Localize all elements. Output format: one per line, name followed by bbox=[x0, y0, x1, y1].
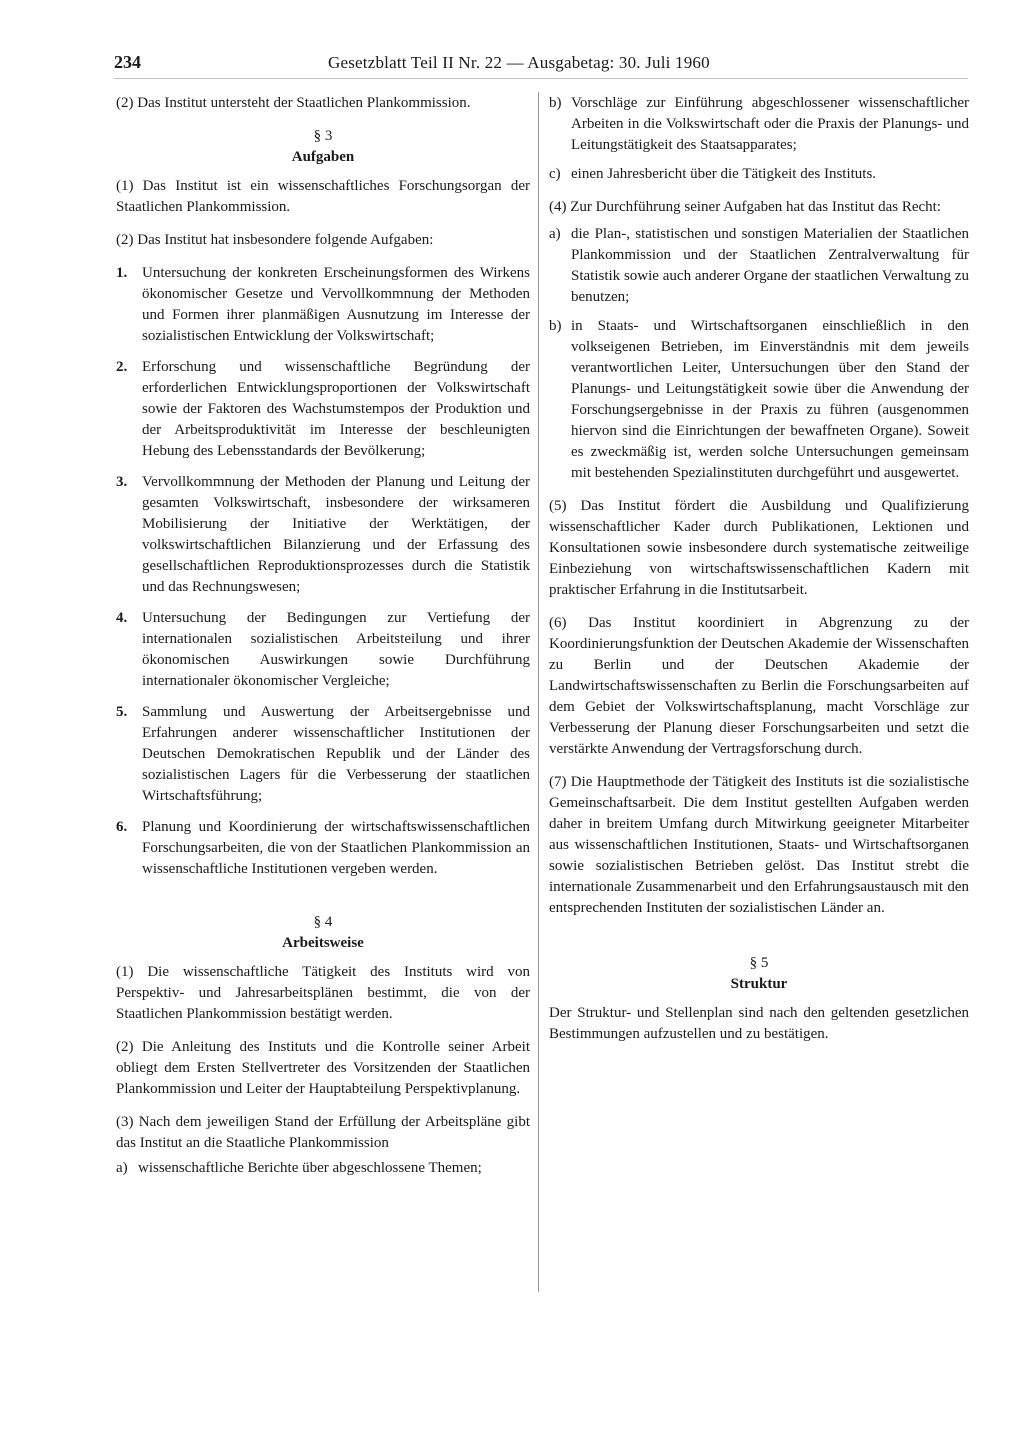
item-label: c) bbox=[549, 166, 561, 182]
paragraph-s4-1: (1) Die wissenschaftliche Tätigkeit des Instituts wird von Perspektiv- und Jahresarbeitsplänen bestimmt, die von der Staatlichen Plankommission bestätigt werden. bbox=[116, 964, 530, 1022]
item-text: Vervollkommnung der Methoden der Planung und Leitung der gesamten Volkswirtschaft, insbesondere der wirksameren Mobilisierung der Initiative der Werktätigen, der volkswirtschaftlichen Bilanzierung und der Erfassung des gesellschaftlichen Reproduktionsprozesses durch die Statistik und das Rechnungswesen; bbox=[142, 474, 530, 595]
section-4-title: Arbeitsweise bbox=[282, 935, 364, 951]
header-rule bbox=[114, 78, 968, 79]
item-label: a) bbox=[116, 1160, 128, 1176]
list-item bbox=[116, 263, 530, 347]
item-number: 4. bbox=[116, 610, 128, 626]
running-head: Gesetzblatt Teil II Nr. 22 — Ausgabetag: 30. Juli 1960 bbox=[328, 53, 710, 72]
item-label: b) bbox=[549, 318, 562, 334]
section-5-number: § 5 bbox=[749, 955, 769, 971]
paragraph-s4-4: (4) Zur Durchführung seiner Aufgaben hat das Institut das Recht: bbox=[549, 199, 941, 215]
item-label: b) bbox=[549, 95, 562, 111]
paragraph-s4-2: (2) Die Anleitung des Instituts und die Kontrolle seiner Arbeit obliegt dem Ersten Stellvertreter des Vorsitzenden der Staatlichen Plankommission und Leiter der Hauptabteilung Perspektivplanung. bbox=[116, 1039, 530, 1097]
item-number: 6. bbox=[116, 819, 128, 835]
paragraph-s4-6: (6) Das Institut koordiniert in Abgrenzung zu der Koordinierungsfunktion der Deutschen Akademie der Wissenschaften zu Berlin und der Deutschen Akademie der Landwirtschaftswissenschaften zu Berlin die Forschungsarbeiten auf dem Gebiet der Volkswirtschaftsplanung, macht Vorschläge zur Verbesserung der Planung dieser Forschungsarbeiten und setzt die verstärkte Anwendung der Vertragsforschung durch. bbox=[549, 615, 969, 757]
list-item-s4-3-b bbox=[549, 93, 969, 156]
list-item bbox=[116, 472, 530, 598]
section-3-title: Aufgaben bbox=[291, 149, 355, 165]
item-text: Erforschung und wissenschaftliche Begründung der erforderlichen Entwicklungsproportionen der Volkswirtschaft sowie der Faktoren des Wachstumstempos der Produktion und der Arbeitsproduktivität im Interesse der beschleunigten Hebung des Lebensstandards der Bevölkerung; bbox=[142, 359, 530, 459]
item-text: in Staats- und Wirtschaftsorganen einschließlich in den volkseigenen Betrieben, im Einverständnis mit dem jeweils verantwortlichen Leiter, Untersuchungen über den Stand der Planungs- und Leitungstätigkeit sowie über die Anwendung der Forschungsergebnisse in der Praxis zu führen (ausgenommen hiervon sind die Einrichtungen der bewaffneten Organe). Soweit es zweckmäßig ist, werden solche Untersuchungen gemeinsam mit bestehenden Spezialinstituten durchgeführt und ausgewertet. bbox=[571, 318, 969, 481]
item-text: Planung und Koordinierung der wirtschaftswissenschaftlichen Forschungsarbeiten, die von der Staatlichen Plankommission an wissenschaftliche Institutionen vergeben werden. bbox=[142, 819, 530, 877]
item-label: a) bbox=[549, 226, 561, 242]
list-item bbox=[116, 817, 530, 880]
list-item bbox=[116, 357, 530, 462]
list-item bbox=[116, 702, 530, 807]
item-text: die Plan-, statistischen und sonstigen Materialien der Staatlichen Plankommission und der Staatlichen Zentralverwaltung für Statistik sowie auch anderer Organe der staatlichen Verwaltung zu benutzen; bbox=[571, 226, 969, 305]
paragraph-s4-7: (7) Die Hauptmethode der Tätigkeit des Instituts ist die sozialistische Gemeinschaftsarbeit. Die dem Institut gestellten Aufgaben werden daher in breitem Umfang durch Mitwirkung geeigneter Mitarbeiter aus wissenschaftlichen Institutionen, Staats- und Wirtschaftsorganen sowie sozialistischen Betrieben gelöst. Das Institut strebt die internationale Zusammenarbeit und den Erfahrungsaustausch mit den entsprechenden Instituten der sozialistischen Länder an. bbox=[549, 774, 969, 916]
paragraph-s5: Der Struktur- und Stellenplan sind nach den geltenden gesetzlichen Bestimmungen aufzustellen und zu bestätigen. bbox=[549, 1005, 969, 1042]
left-column bbox=[116, 93, 530, 1187]
paragraph-s3-2: (2) Das Institut hat insbesondere folgende Aufgaben: bbox=[116, 232, 434, 248]
page-number: 234 bbox=[114, 52, 141, 72]
list-item-s4-3-c bbox=[549, 164, 969, 185]
item-number: 5. bbox=[116, 704, 128, 720]
item-text: Untersuchung der konkreten Erscheinungsformen des Wirkens ökonomischer Gesetze und Vervollkommnung der Methoden und Formen ihrer planmäßigen Ausnutzung im Interesse der sozialistischen Entwicklung der Volkswirtschaft; bbox=[142, 265, 530, 344]
item-text: Vorschläge zur Einführung abgeschlossener wissenschaftlicher Arbeiten in die Volkswirtschaft oder die Praxis der Planungs- und Leitungstätigkeit des Staatsapparates; bbox=[571, 95, 969, 153]
paragraph-s3-1: (1) Das Institut ist ein wissenschaftliches Forschungsorgan der Staatlichen Plankommission. bbox=[116, 178, 530, 215]
list-item bbox=[116, 608, 530, 692]
item-text: wissenschaftliche Berichte über abgeschlossene Themen; bbox=[138, 1160, 482, 1176]
paragraph-s2-2: (2) Das Institut untersteht der Staatlichen Plankommission. bbox=[116, 95, 471, 111]
list-item-s4-4-b bbox=[549, 316, 969, 484]
list-item-s4-4-a bbox=[549, 224, 969, 308]
section-5-title: Struktur bbox=[730, 976, 788, 992]
section-3-number: § 3 bbox=[313, 128, 333, 144]
item-text: Sammlung und Auswertung der Arbeitsergebnisse und Erfahrungen anderer wissenschaftlicher Institutionen der Deutschen Demokratischen Republik und der Länder des sozialistischen Lagers für die Verbesserung der staatlichen Wirtschaftsführung; bbox=[142, 704, 530, 804]
list-item-s4-3-a bbox=[116, 1158, 530, 1179]
section-4-number: § 4 bbox=[313, 914, 333, 930]
page-header bbox=[114, 52, 920, 76]
paragraph-s4-5: (5) Das Institut fördert die Ausbildung und Qualifizierung wissenschaftlicher Kader durch Publikationen, Lektionen und Konsultationen sowie insbesondere durch systematische zeitweilige Einbeziehung von wirtschaftswissenschaftlichen Kadern mit praktischer Erfahrung in die Institutsarbeit. bbox=[549, 498, 969, 598]
item-number: 3. bbox=[116, 474, 128, 490]
paragraph-s4-3: (3) Nach dem jeweiligen Stand der Erfüllung der Arbeitspläne gibt das Institut an die Staatliche Plankommission bbox=[116, 1114, 530, 1151]
task-list bbox=[116, 263, 530, 880]
item-text: Untersuchung der Bedingungen zur Vertiefung der internationalen sozialistischen Arbeitsteilung und ihrer ökonomischen Auswirkungen sowie Durchführung internationaler ökonomischer Vergleiche; bbox=[142, 610, 530, 689]
column-divider bbox=[538, 92, 539, 1292]
item-text: einen Jahresbericht über die Tätigkeit des Instituts. bbox=[571, 166, 877, 182]
item-number: 2. bbox=[116, 359, 128, 375]
item-number: 1. bbox=[116, 265, 128, 281]
right-column bbox=[549, 93, 969, 1057]
